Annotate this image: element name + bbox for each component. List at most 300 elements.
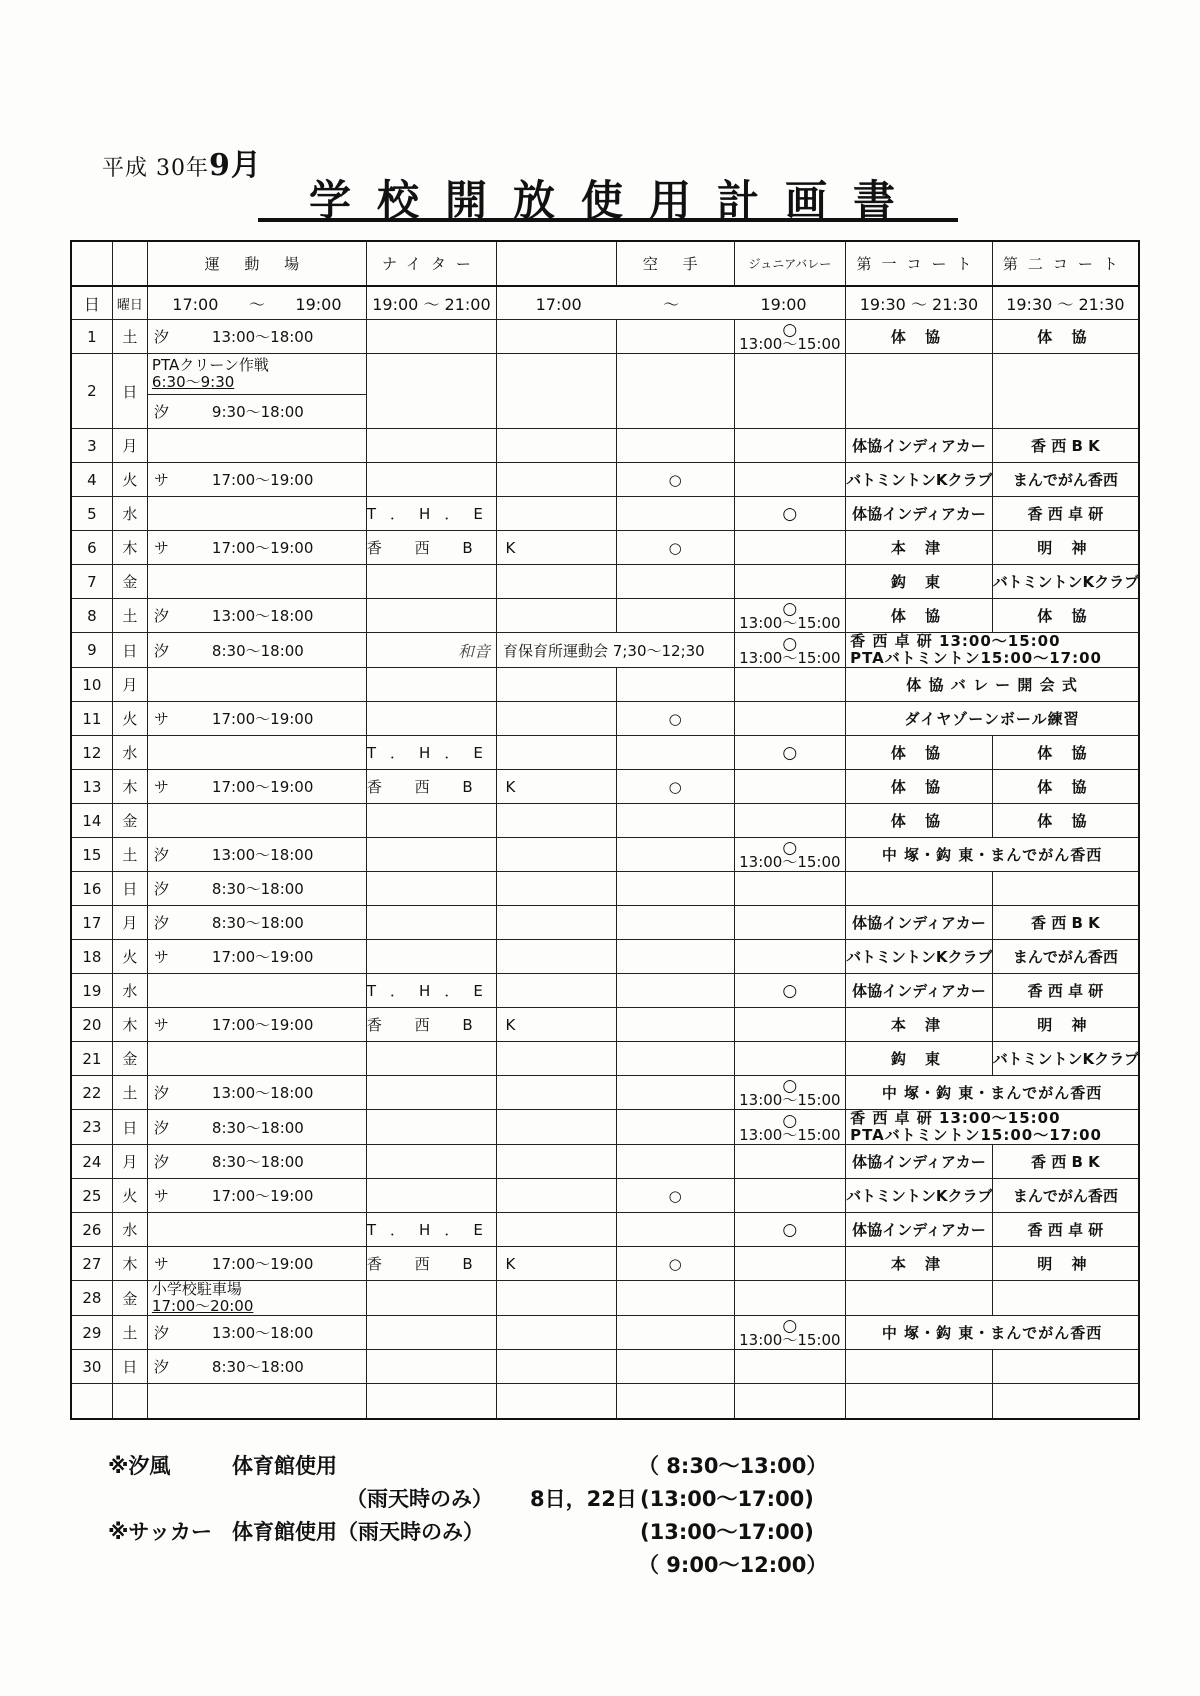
- nighter-cell: [366, 906, 496, 940]
- note-shiokaze-use: 体育館使用: [232, 1454, 337, 1478]
- jv-cell: [734, 668, 846, 702]
- table-row: [71, 702, 1139, 736]
- table-row: [71, 463, 1139, 497]
- nighter-cell: [366, 1076, 496, 1110]
- middle-cell: [497, 974, 617, 1008]
- jv-cell: [734, 633, 846, 668]
- court2-cell: バトミントンKクラブ: [992, 565, 1139, 599]
- court1-cell: 本 津: [846, 1247, 993, 1281]
- court1-cell: 体協インディアカー: [846, 906, 993, 940]
- middle-cell: [497, 1316, 617, 1350]
- day-cell: 6: [71, 531, 112, 565]
- karate-cell: ○: [616, 463, 734, 497]
- nighter-cell: [366, 702, 496, 736]
- jv-mark: ○: [782, 320, 798, 340]
- nighter-cell: [366, 1281, 496, 1316]
- court1-cell: 体協インディアカー: [846, 497, 993, 531]
- court1-time: 19:30 ～ 21:30: [846, 286, 993, 320]
- jv-cell: [734, 838, 846, 872]
- nighter-cell: [366, 354, 496, 429]
- weekday-cell: 月: [112, 1145, 147, 1179]
- note-line: [108, 1450, 1028, 1483]
- middle-cell: [497, 497, 617, 531]
- grounds-user: サ: [153, 1187, 169, 1205]
- grounds-cell: [147, 940, 366, 974]
- weekday-cell: 月: [112, 429, 147, 463]
- grounds-time: 8:30～18:00: [211, 1153, 304, 1171]
- weekday-cell: 木: [112, 1008, 147, 1042]
- karate-cell: ○: [616, 531, 734, 565]
- table-row: [71, 940, 1139, 974]
- day-cell: 28: [71, 1281, 112, 1316]
- middle-time: [497, 286, 846, 320]
- nighter-cell: [366, 599, 496, 633]
- karate-cell: [616, 1042, 734, 1076]
- table-row: [71, 736, 1139, 770]
- era-date: [102, 140, 262, 184]
- grounds-user: 汐: [153, 914, 169, 932]
- weekday-cell: 水: [112, 497, 147, 531]
- karate-cell: [616, 974, 734, 1008]
- grounds-time: 13:00～18:00: [211, 328, 314, 346]
- notes: [108, 1450, 1028, 1582]
- court1-cell: 本 津: [846, 531, 993, 565]
- grounds-time: 17:00～19:00: [211, 948, 314, 966]
- middle-cell: [497, 1042, 617, 1076]
- karate-cell: ○: [616, 1179, 734, 1213]
- grounds-time: 17:00～19:00: [211, 710, 314, 728]
- header-blank: [497, 241, 617, 286]
- jv-cell: [734, 872, 846, 906]
- table-row: [71, 770, 1139, 804]
- court1-cell: バトミントンKクラブ: [846, 940, 993, 974]
- note-line: [108, 1549, 1028, 1582]
- grounds-user: 汐: [153, 1358, 169, 1376]
- weekday-cell: 火: [112, 463, 147, 497]
- middle-cell: [497, 1145, 617, 1179]
- col-weekday: 曜日: [112, 286, 147, 320]
- note-days-time: (13:00～17:00): [640, 1487, 814, 1511]
- era-month: 9月: [209, 148, 262, 183]
- grounds-cell: [147, 736, 366, 770]
- grounds-time: 17:00～19:00: [211, 1187, 314, 1205]
- grounds-time: 13:00～18:00: [211, 1324, 314, 1342]
- court2-cell: 香 西 卓 研: [992, 1213, 1139, 1247]
- courts-cell: [846, 1110, 1139, 1145]
- courts-line2: PTAバトミントン15:00～17:00: [850, 1126, 1102, 1144]
- jv-cell: [734, 1316, 846, 1350]
- court2-cell: 香 西 卓 研: [992, 497, 1139, 531]
- nighter-cell: T．H．E: [366, 1213, 496, 1247]
- courts-line2: PTAバトミントン15:00～17:00: [850, 649, 1102, 667]
- nighter-cell: [366, 1350, 496, 1384]
- karate-cell: [616, 565, 734, 599]
- nighter-cell: 香 西 B K: [366, 770, 496, 804]
- karate-cell: [616, 736, 734, 770]
- court2-cell: [992, 354, 1139, 429]
- jv-time: 13:00～15:00: [739, 1091, 841, 1109]
- empty-cell: [147, 1384, 366, 1420]
- grounds-time: 17:00～19:00: [211, 539, 314, 557]
- day-cell: 14: [71, 804, 112, 838]
- grounds-time: 17:00～19:00: [211, 1016, 314, 1034]
- grounds-user: 汐: [153, 1153, 169, 1171]
- court1-cell: 体 協: [846, 599, 993, 633]
- grounds-cell: [147, 1350, 366, 1384]
- weekday-cell: 土: [112, 1316, 147, 1350]
- grounds-time: 8:30～18:00: [211, 880, 304, 898]
- grounds-cell: [147, 1008, 366, 1042]
- grounds-cell: [147, 872, 366, 906]
- court1-cell: [846, 872, 993, 906]
- empty-cell: [112, 1384, 147, 1420]
- note-shiokaze-label: ※汐風: [108, 1454, 171, 1478]
- grounds-cell: [147, 1145, 366, 1179]
- table-row: [71, 1281, 1139, 1316]
- col-junior-volley: ジュニアバレー: [734, 241, 846, 286]
- table-row-empty: [71, 1384, 1139, 1420]
- grounds-user: 汐: [153, 1324, 169, 1342]
- court2-cell: 体 協: [992, 599, 1139, 633]
- grounds-cell: [147, 1179, 366, 1213]
- weekday-cell: 木: [112, 770, 147, 804]
- day-cell: 26: [71, 1213, 112, 1247]
- nighter-cell: T．H．E: [366, 736, 496, 770]
- jv-cell: [734, 354, 846, 429]
- day-cell: 1: [71, 320, 112, 354]
- karate-cell: [616, 429, 734, 463]
- table-row: [71, 838, 1139, 872]
- empty-cell: [992, 1384, 1139, 1420]
- empty-cell: [497, 1384, 617, 1420]
- weekday-cell: 水: [112, 736, 147, 770]
- court1-cell: [846, 354, 993, 429]
- grounds-user: 汐: [153, 880, 169, 898]
- karate-cell: [616, 940, 734, 974]
- nighter-cell: 香 西 B K: [366, 531, 496, 565]
- day-cell: 12: [71, 736, 112, 770]
- jv-cell: [734, 906, 846, 940]
- karate-cell: ○: [616, 770, 734, 804]
- weekday-cell: 日: [112, 872, 147, 906]
- grounds-cell: [147, 531, 366, 565]
- weekday-cell: 火: [112, 940, 147, 974]
- jv-cell: [734, 497, 846, 531]
- table-row: [71, 1008, 1139, 1042]
- grounds-cell: [147, 1247, 366, 1281]
- weekday-cell: 水: [112, 1213, 147, 1247]
- empty-cell: [846, 1384, 993, 1420]
- middle-cell: [497, 872, 617, 906]
- grounds-cell: [147, 770, 366, 804]
- court2-cell: まんでがん香西: [992, 940, 1139, 974]
- courts-cell: 中 塚・鈎 東・まんでがん香西: [846, 1316, 1139, 1350]
- courts-cell: [846, 633, 1139, 668]
- day-cell: 24: [71, 1145, 112, 1179]
- middle-cell: [497, 1076, 617, 1110]
- court1-cell: 体協インディアカー: [846, 974, 993, 1008]
- weekday-cell: 水: [112, 974, 147, 1008]
- era-year: 平成 30年: [102, 156, 209, 181]
- day-cell: 11: [71, 702, 112, 736]
- court1-cell: 体協インディアカー: [846, 429, 993, 463]
- day-cell: 13: [71, 770, 112, 804]
- title-underline: [258, 218, 958, 222]
- middle-cell: [497, 940, 617, 974]
- nighter-cell: T．H．E: [366, 497, 496, 531]
- jv-cell: [734, 1110, 846, 1145]
- karate-cell: [616, 320, 734, 354]
- grounds-note-line1: 小学校駐車場: [151, 1280, 242, 1298]
- header-blank: [112, 241, 147, 286]
- court1-cell: バトミントンKクラブ: [846, 463, 993, 497]
- jv-cell: [734, 736, 846, 770]
- court2-cell: 香 西 卓 研: [992, 974, 1139, 1008]
- jv-time: 13:00～15:00: [739, 648, 841, 667]
- court1-cell: バトミントンKクラブ: [846, 1179, 993, 1213]
- weekday-cell: 金: [112, 1281, 147, 1316]
- day-cell: 23: [71, 1110, 112, 1145]
- grounds-cell: [147, 429, 366, 463]
- day-cell: 3: [71, 429, 112, 463]
- middle-start: 17:00: [535, 294, 582, 314]
- grounds-time: 8:30～18:00: [211, 914, 304, 932]
- grounds-user: サ: [153, 778, 169, 796]
- middle-tilde: ～: [663, 294, 680, 314]
- karate-cell: [616, 872, 734, 906]
- table-row: [71, 320, 1139, 354]
- court2-time: 19:30 ～ 21:30: [992, 286, 1139, 320]
- jv-cell: [734, 463, 846, 497]
- table-row: [71, 633, 1139, 668]
- grounds-user: サ: [153, 948, 169, 966]
- nighter-cell: [366, 463, 496, 497]
- grounds-time: 17:00～19:00: [211, 471, 314, 489]
- grounds-time: 17:00～19:00: [211, 778, 314, 796]
- jv-mark: ○: [782, 1316, 798, 1336]
- jv-cell: [734, 702, 846, 736]
- court2-cell: [992, 1281, 1139, 1316]
- header-row: [71, 241, 1139, 286]
- weekday-cell: 木: [112, 531, 147, 565]
- grounds-user: 汐: [153, 607, 169, 625]
- courts-cell: 中 塚・鈎 東・まんでがん香西: [846, 838, 1139, 872]
- table-row: [71, 1247, 1139, 1281]
- jv-cell: [734, 1213, 846, 1247]
- grounds-user: 汐: [153, 328, 169, 346]
- day-cell: 29: [71, 1316, 112, 1350]
- grounds-user: 汐: [153, 403, 169, 421]
- jv-cell: [734, 1281, 846, 1316]
- table-row: [71, 1145, 1139, 1179]
- note-line: [108, 1483, 1028, 1516]
- grounds-time: 8:30～18:00: [211, 641, 304, 660]
- court1-cell: [846, 1281, 993, 1316]
- day-cell: 25: [71, 1179, 112, 1213]
- schedule-table: [70, 240, 1140, 1420]
- court1-cell: 体 協: [846, 770, 993, 804]
- grounds-user: サ: [153, 1255, 169, 1273]
- weekday-cell: 土: [112, 838, 147, 872]
- nighter-cell: [366, 1145, 496, 1179]
- table-row: [71, 565, 1139, 599]
- jv-cell: [734, 974, 846, 1008]
- karate-cell: [616, 1076, 734, 1110]
- middle-cell: [497, 320, 617, 354]
- jv-cell: [734, 599, 846, 633]
- note-shiokaze-time: （ 8:30～13:00）: [638, 1454, 828, 1478]
- court2-cell: 香 西 B K: [992, 1145, 1139, 1179]
- day-cell: 8: [71, 599, 112, 633]
- day-cell: 18: [71, 940, 112, 974]
- court2-cell: 明 神: [992, 1008, 1139, 1042]
- middle-cell: [497, 736, 617, 770]
- grounds-time: [147, 286, 366, 320]
- grounds-user: サ: [153, 1016, 169, 1034]
- jv-mark: ○: [782, 503, 798, 524]
- jv-mark: ○: [782, 838, 798, 858]
- court2-cell: 明 神: [992, 1247, 1139, 1281]
- jv-mark: ○: [782, 742, 798, 763]
- middle-cell: [497, 565, 617, 599]
- weekday-cell: 日: [112, 633, 147, 668]
- weekday-cell: 土: [112, 320, 147, 354]
- note-soccer-label: ※サッカー: [108, 1520, 212, 1544]
- grounds-user: 汐: [153, 641, 169, 660]
- karate-cell: [616, 1316, 734, 1350]
- jv-cell: [734, 940, 846, 974]
- day-cell: 19: [71, 974, 112, 1008]
- middle-cell: [497, 804, 617, 838]
- grounds-cell: [147, 702, 366, 736]
- grounds-note-line2: 17:00～20:00: [151, 1297, 254, 1315]
- jv-cell: [734, 320, 846, 354]
- table-row: [71, 1110, 1139, 1145]
- empty-cell: [71, 1384, 112, 1420]
- table-row: [71, 354, 1139, 395]
- jv-cell: [734, 1350, 846, 1384]
- courts-line1: 香 西 卓 研 13:00～15:00: [850, 1109, 1061, 1127]
- jv-cell: [734, 1076, 846, 1110]
- jv-mark: ○: [782, 599, 798, 619]
- empty-cell: [734, 1384, 846, 1420]
- weekday-cell: 土: [112, 599, 147, 633]
- nighter-cell: [366, 633, 496, 668]
- court2-cell: 体 協: [992, 736, 1139, 770]
- karate-cell: [616, 599, 734, 633]
- courts-cell: ダイヤゾーンボール練習: [846, 702, 1139, 736]
- day-cell: 22: [71, 1076, 112, 1110]
- grounds-user: サ: [153, 539, 169, 557]
- court1-cell: 体 協: [846, 736, 993, 770]
- court2-cell: バトミントンKクラブ: [992, 1042, 1139, 1076]
- jv-cell: [734, 1179, 846, 1213]
- court2-cell: 明 神: [992, 531, 1139, 565]
- jv-cell: [734, 1008, 846, 1042]
- court1-cell: 体協インディアカー: [846, 1213, 993, 1247]
- nighter-cell: [366, 838, 496, 872]
- weekday-cell: 日: [112, 1350, 147, 1384]
- table-row: [71, 906, 1139, 940]
- note-soccer-time2: （ 9:00～12:00）: [638, 1553, 828, 1577]
- weekday-cell: 月: [112, 668, 147, 702]
- court1-cell: 体 協: [846, 320, 993, 354]
- nighter-cell: [366, 1042, 496, 1076]
- table-row: [71, 1316, 1139, 1350]
- grounds-cell: [147, 974, 366, 1008]
- col-court1: 第一コート: [846, 241, 993, 286]
- karate-cell: [616, 1281, 734, 1316]
- karate-cell: [616, 354, 734, 429]
- note-soccer-use: 体育館使用（雨天時のみ）: [232, 1520, 484, 1544]
- jv-cell: [734, 565, 846, 599]
- weekday-cell: 木: [112, 1247, 147, 1281]
- nighter-cell: [366, 1316, 496, 1350]
- grounds-user: 汐: [153, 1118, 169, 1137]
- middle-cell: [497, 599, 617, 633]
- weekday-cell: 火: [112, 702, 147, 736]
- table-row: [71, 531, 1139, 565]
- court2-cell: 体 協: [992, 320, 1139, 354]
- grounds-cell: [147, 838, 366, 872]
- grounds-cell: [147, 633, 366, 668]
- karate-cell: [616, 497, 734, 531]
- day-cell: 9: [71, 633, 112, 668]
- table-row: [71, 804, 1139, 838]
- middle-cell: [497, 1281, 617, 1316]
- grounds-user: 汐: [153, 846, 169, 864]
- weekday-cell: 金: [112, 565, 147, 599]
- subheader-row: [71, 286, 1139, 320]
- nighter-cell: 香 西 B K: [366, 1008, 496, 1042]
- nighter-cell: [366, 320, 496, 354]
- table-row: [71, 974, 1139, 1008]
- handwritten-stamp: 和音: [458, 641, 491, 661]
- day-cell: 15: [71, 838, 112, 872]
- table-row: [71, 497, 1139, 531]
- page-title: 学校開放使用計画書: [308, 176, 921, 225]
- day-cell: 17: [71, 906, 112, 940]
- day-cell: 5: [71, 497, 112, 531]
- table-row: [71, 668, 1139, 702]
- karate-cell: [616, 1110, 734, 1145]
- grounds-user: サ: [153, 710, 169, 728]
- grounds-user: サ: [153, 471, 169, 489]
- nighter-cell: [366, 804, 496, 838]
- note-days: 8日，22日: [530, 1487, 637, 1511]
- jv-cell: [734, 531, 846, 565]
- table-row: [71, 1076, 1139, 1110]
- karate-cell: [616, 906, 734, 940]
- jv-cell: [734, 1042, 846, 1076]
- grounds-user: 汐: [153, 1084, 169, 1102]
- nighter-cell: [366, 940, 496, 974]
- weekday-cell: 金: [112, 1042, 147, 1076]
- weekday-cell: 土: [112, 1076, 147, 1110]
- grounds-cell: [147, 668, 366, 702]
- karate-cell: [616, 1213, 734, 1247]
- karate-cell: [616, 838, 734, 872]
- day-cell: 20: [71, 1008, 112, 1042]
- header-blank: [71, 241, 112, 286]
- col-court2: 第二コート: [992, 241, 1139, 286]
- court1-cell: 鈎 東: [846, 565, 993, 599]
- courts-cell: 中 塚・鈎 東・まんでがん香西: [846, 1076, 1139, 1110]
- karate-cell: [616, 804, 734, 838]
- grounds-cell: [147, 463, 366, 497]
- grounds-cell: [147, 354, 366, 395]
- empty-cell: [616, 1384, 734, 1420]
